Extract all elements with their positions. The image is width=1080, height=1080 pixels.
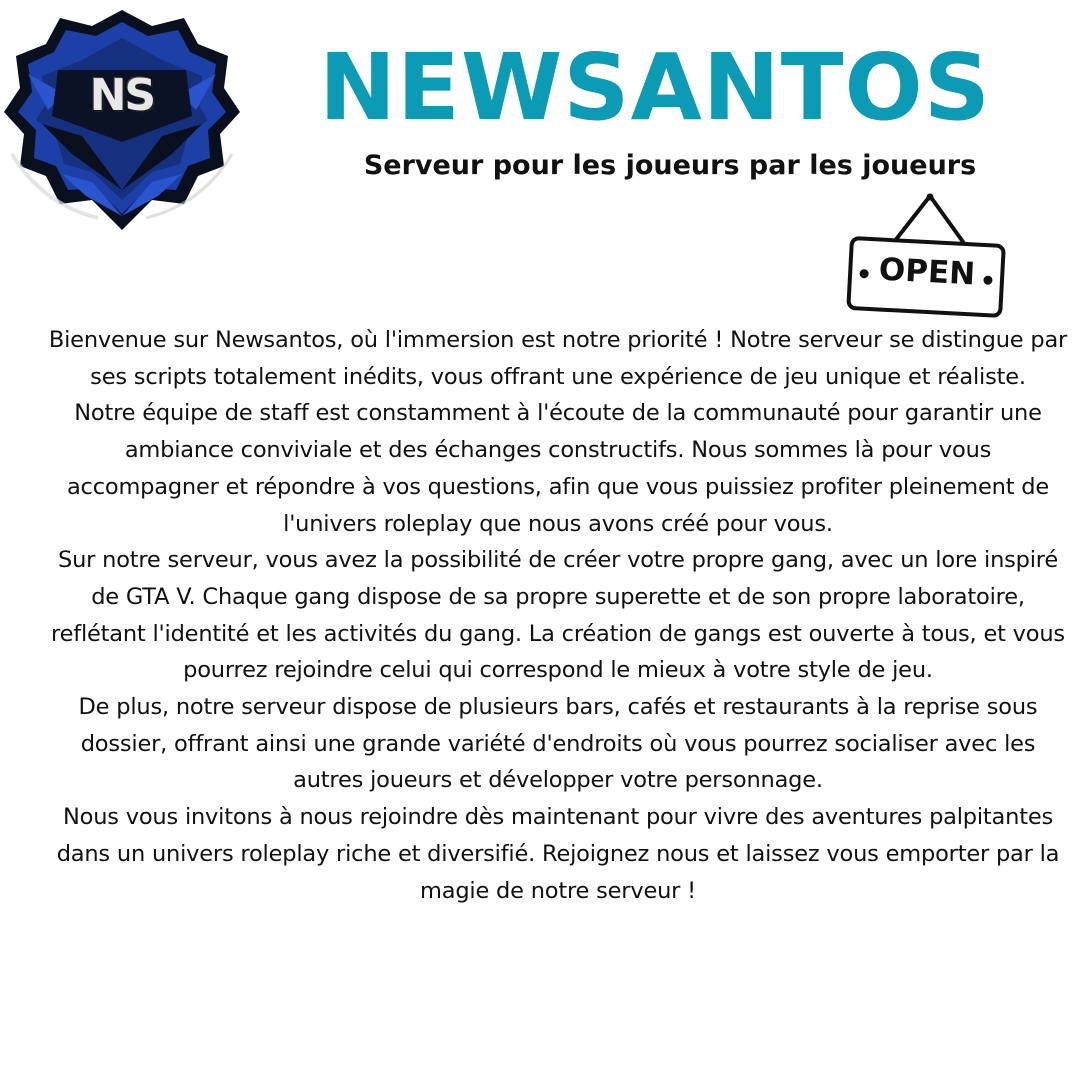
paragraph-staff: Notre équipe de staff est constamment à l'écoute de la communauté pour garantir une ambiance conviviale et des échanges constructifs. Nous sommes là pour vous accompagner et répondre à vos questions, afin que vous puissiez profiter pleinement de l'univers roleplay que nous avons créé pour vous. [66, 400, 1050, 537]
logo-letters: NS [89, 70, 155, 121]
open-sign-label: OPEN [878, 251, 976, 293]
page-title: NEWSANTOS [318, 34, 991, 141]
newsantos-logo [2, 4, 242, 232]
page-subtitle: Serveur pour les joueurs par les joueurs [363, 150, 977, 181]
paragraph-gangs: Sur notre serveur, vous avez la possibilité de créer votre propre gang, avec un lore inspiré de GTA V. Chaque gang dispose de sa propre superette et de son propre laboratoire, reflétant l'identité et les activités du gang. La création de gangs est ouverte à tous, et vous pourrez rejoindre celui qui correspond le mieux à votre style de jeu. [51, 547, 1065, 684]
paragraph-invite: Nous vous invitons à nous rejoindre dès maintenant pour vivre des aventures palpitantes dans un univers roleplay riche et diversifié. Rejoignez nous et laissez vous emporter par la magie de notre serveur ! [56, 804, 1060, 904]
paragraph-places: De plus, notre serveur dispose de plusieurs bars, cafés et restaurants à la reprise sous dossier, offrant ainsi une grande variété d'endroits où vous pourrez socialiser avec les autres joueurs et développer votre personnage. [78, 694, 1038, 794]
paragraph-welcome: Bienvenue sur Newsantos, où l'immersion est notre priorité ! Notre serveur se distingue par ses scripts totalement inédits, vous offrant une expérience de jeu unique et réaliste. [48, 327, 1068, 390]
description-text [48, 322, 1068, 909]
open-sign [842, 190, 1012, 320]
